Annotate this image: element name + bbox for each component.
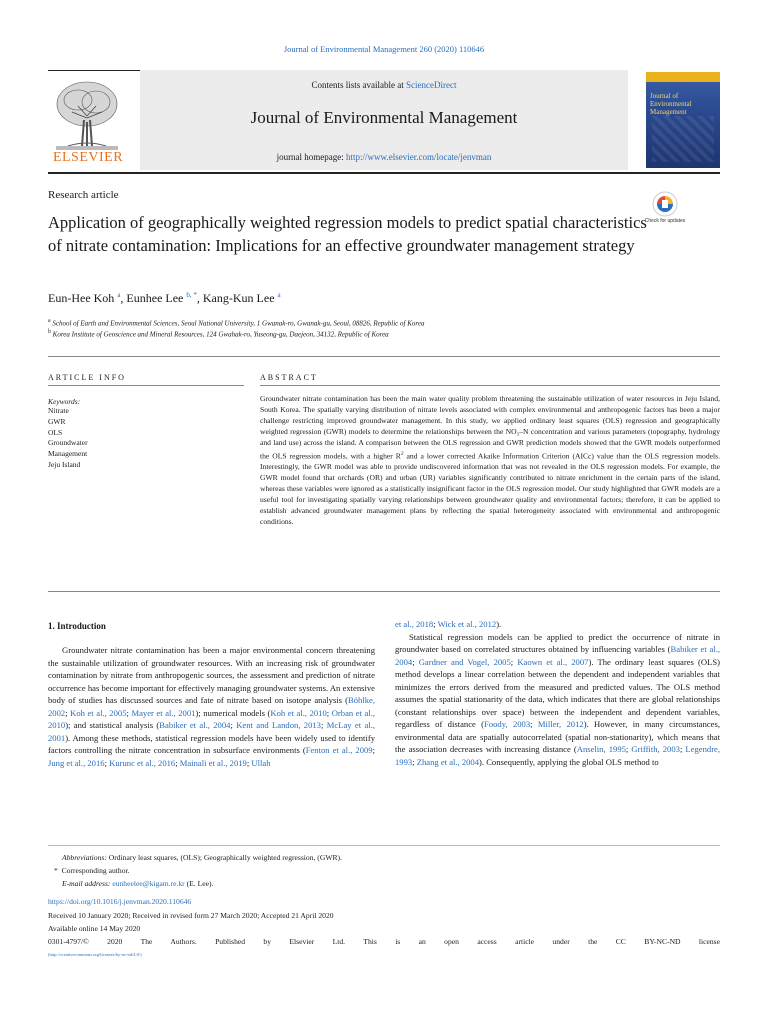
- citation-link[interactable]: Jung et al., 2016: [48, 757, 105, 768]
- citation-link[interactable]: Kaown et al., 2007: [517, 656, 589, 667]
- citation-link[interactable]: Anselin, 1995: [576, 744, 626, 754]
- citation-link[interactable]: Babiker et al., 2004: [395, 644, 721, 667]
- citation-link[interactable]: McLay et al., 2001: [48, 720, 375, 743]
- author-name[interactable]: Eun-Hee Koh: [48, 291, 115, 305]
- citation-link[interactable]: Foody, 2003: [484, 719, 531, 729]
- body-text: Groundwater nitrate contamination has been a major environmental concern threatening the sustainable utilization of groundwater resources. With an increasing risk of groundwater contamination by nitrate from anthropogenic sources, the assessment and prediction of nitrate occurrence has become important for effectively managing groundwater systems. An extensive body of studies has discussed sources and fate of nitrate based on isotope analysis (: [48, 645, 375, 705]
- citation-link[interactable]: Legendre, 1993: [395, 744, 721, 767]
- journal-cover-image[interactable]: [646, 72, 720, 168]
- article-dates: Received 10 January 2020; Received in revised form 27 March 2020; Accepted 21 April 2020: [48, 911, 334, 920]
- keyword: Jeju Island: [48, 459, 81, 469]
- citation-link[interactable]: Griffith, 2003: [631, 744, 680, 754]
- license-url[interactable]: (http://creativecommons.org/licenses/by-nc-nd/4.0/): [48, 952, 142, 957]
- doi-link[interactable]: https://doi.org/10.1016/j.jenvman.2020.110646: [48, 897, 192, 906]
- footnote-rule: [48, 845, 720, 846]
- journal-title: Journal of Environmental Management: [250, 108, 518, 127]
- body-text: ). Consequently, applying the global OLS method to: [479, 756, 659, 767]
- body-text: ). The ordinary least squares (OLS) method develops a linear correlation between the dependent and independent variables that minimizes the errors derived from the measured and predicted values. The OLS method assumes the spatial stationarity of the data, which indicates that there are global relationships (constant relationships over space) between the independent and dependent variables, regardless of distance (: [395, 656, 720, 729]
- body-text: ;: [65, 707, 71, 718]
- section-divider: [48, 356, 720, 357]
- journal-reference[interactable]: Journal of Environmental Management 260 (2020) 110646: [283, 44, 485, 54]
- abbreviations-footnote: Abbreviations: Ordinary least squares, (OLS); Geographically weighted regression, (GWR).: [62, 853, 342, 862]
- keyword: GWR: [48, 416, 66, 426]
- body-text: ).: [496, 619, 502, 629]
- affiliation: $^b$ Korea Institute of Geoscience and Mineral Resources, 124 Gwahak-ro, Yuseong-gu, Daejeon, 34132, Republic of Korea: [48, 329, 389, 339]
- citation-link[interactable]: Zhang et al., 2004: [416, 756, 480, 767]
- abstract-rule: [260, 385, 720, 386]
- keywords-label: Keywords:: [48, 397, 81, 406]
- author-affil-mark[interactable]: a: [117, 291, 121, 299]
- author-list: Eun-Hee Koh $^a$, Eunhee Lee $^{b, *}$, Kang-Kun Lee $^a$: [48, 291, 281, 305]
- keyword: Management: [48, 449, 88, 459]
- introduction-paragraph: [48, 644, 375, 769]
- citation-link[interactable]: Gardner and Vogel, 2005: [418, 656, 511, 667]
- corresponding-author-footnote: * Corresponding author.: [54, 866, 130, 875]
- body-text: ). Among these methods, statistical regression models have been widely used to identify factors controlling the nitrate concentration in subsurface environments (: [48, 732, 375, 755]
- sciencedirect-link[interactable]: ScienceDirect: [406, 80, 457, 90]
- journal-homepage: journal homepage: http://www.elsevier.com/locate/jenvman: [276, 152, 492, 162]
- citation-link[interactable]: Miller, 2012: [537, 719, 584, 729]
- publisher-wordmark: ELSEVIER: [52, 150, 124, 165]
- citation-link[interactable]: Koh et al., 2010: [270, 707, 327, 718]
- citation-link[interactable]: Kurunc et al., 2016: [109, 757, 176, 768]
- body-text: ;: [246, 757, 252, 768]
- check-for-updates-badge[interactable]: [644, 190, 686, 236]
- body-text: ;: [320, 720, 327, 730]
- introduction-column-2: [395, 618, 720, 768]
- cover-pattern: [652, 116, 714, 162]
- body-text: ;: [326, 707, 332, 718]
- body-text: ;: [126, 707, 132, 718]
- citation-link[interactable]: Mainali et al., 2019: [179, 757, 247, 768]
- body-text: ). However, in many circumstances, environmental data are spatially autocorrelated (spatial non-stationarity), which means that the association decreases with increasing distance (: [395, 719, 720, 754]
- body-text: Statistical regression models can be applied to predict the occurrence of nitrate in groundwater based on correlated structures obtained by influencing variables (: [395, 631, 720, 654]
- homepage-link[interactable]: http://www.elsevier.com/locate/jenvman: [346, 152, 492, 162]
- citation-link[interactable]: Koh et al., 2005: [70, 707, 127, 718]
- article-info-heading: ARTICLE INFO: [48, 373, 126, 382]
- citation-link[interactable]: Fenton et al., 2009: [305, 745, 373, 755]
- citation-link[interactable]: Böhlke, 2002: [48, 695, 375, 718]
- license-statement: 0301-4797/© 2020 The Authors. Published by Elsevier Ltd. This is an open access article under the CC BY-NC-ND license: [48, 937, 720, 946]
- citation-link[interactable]: Ullah: [251, 757, 271, 768]
- introduction-heading: 1. Introduction: [48, 621, 106, 631]
- body-text: ;: [412, 756, 417, 767]
- body-text: ;: [510, 656, 518, 667]
- body-text: ;: [679, 744, 686, 754]
- author-affil-mark[interactable]: b, *: [186, 291, 197, 299]
- paragraph-continuation: [395, 618, 720, 631]
- author-affil-mark[interactable]: a: [277, 291, 281, 299]
- body-text: ;: [104, 757, 110, 768]
- contents-available: Contents lists available at ScienceDirect: [311, 80, 457, 90]
- body-text: ;: [433, 619, 438, 629]
- keyword: Groundwater: [48, 438, 88, 448]
- citation-link[interactable]: Wick et al., 2012: [437, 619, 497, 629]
- section-divider: [48, 591, 720, 592]
- cover-band: [646, 72, 720, 82]
- introduction-paragraph: [395, 631, 720, 769]
- body-text: ;: [230, 720, 237, 730]
- abstract-heading: ABSTRACT: [260, 373, 318, 382]
- author-name[interactable]: Eunhee Lee: [126, 291, 184, 305]
- email-link[interactable]: eunheelee@kigam.re.kr: [112, 879, 185, 888]
- citation-link[interactable]: Mayer et al., 2001: [131, 707, 196, 718]
- keyword: Nitrate: [48, 406, 69, 415]
- citation-link[interactable]: Babiker et al., 2004: [159, 720, 231, 730]
- abstract-text: Groundwater nitrate contamination has been the main water quality problem threatening the sustainable utilization of water resources in Jeju Island, South Korea. The spatially varying distribution of nitrate levels associated with complex environmental and anthropogenic factors has been a major challenge restricting improved groundwater management. In this study, we applied ordinary least squares (OLS) regression and geographically weighted regression (GWR) models to determine the relationships between the NO₃–N concentration and various parameters (topography, hydrology and land use) across the island. A comparison between the OLS regression and GWR prediction models showed that the GWR models outperformed the OLS regression models, with a higher $R^2$ and a lower corrected Akaike Information Criterion (AICc) value than the OLS regression models. Interestingly, the GWR model was able to provide undiscovered information that was not revealed in the OLS regression models. For example, the GWR model found that orchards (OR) and urban (UR) variables significantly contributed to nitrate enrichment in the certain parts of the island, whereas these variables were ignored as a statistically insignificant factor in the OLS regression model. Our study highlighted that GWR models are a useful tool for investigating spatially varying relationships between groundwater quality and environmental factors; therefore, it can be applied to establish advanced groundwater management plans by reflecting the spatial heterogeneity associated with environmental and anthropogenic conditions.: [260, 394, 720, 526]
- body-text: ); and statistical analysis (: [65, 720, 160, 730]
- citation-link[interactable]: Orban et al., 2010: [48, 707, 376, 730]
- keyword-list: [48, 406, 88, 471]
- body-text: ;: [530, 719, 538, 729]
- header-bottom-rule: [48, 172, 720, 174]
- keyword: OLS: [48, 427, 63, 437]
- article-info-rule: [48, 385, 244, 386]
- check-updates-label: Check for updates: [644, 218, 686, 224]
- affiliation: $^a$ School of Earth and Environmental Sciences, Seoul National University, 1 Gwanak-ro, Gwanak-gu, Seoul, 08826, Republic of Korea: [48, 318, 425, 328]
- body-text: ;: [625, 744, 632, 754]
- citation-link[interactable]: Kent and Landon, 2013: [236, 720, 321, 730]
- body-text: ;: [372, 745, 375, 755]
- author-name[interactable]: Kang-Kun Lee: [202, 291, 275, 305]
- cover-title: Journal of Environmental Management: [650, 92, 692, 116]
- body-text: ;: [412, 656, 419, 667]
- article-type: Research article: [48, 189, 119, 201]
- body-text: ); numerical models (: [195, 707, 271, 718]
- available-online: Available online 14 May 2020: [48, 924, 141, 933]
- article-title: Application of geographically weighted regression models to predict spatial characteristics of nitrate contamination: Implications for an effective groundwater management strategy: [48, 213, 647, 255]
- email-footnote: E-mail address: eunheelee@kigam.re.kr (E. Lee).: [62, 879, 214, 888]
- body-text: ;: [175, 757, 180, 768]
- citation-link[interactable]: et al., 2018: [395, 619, 434, 629]
